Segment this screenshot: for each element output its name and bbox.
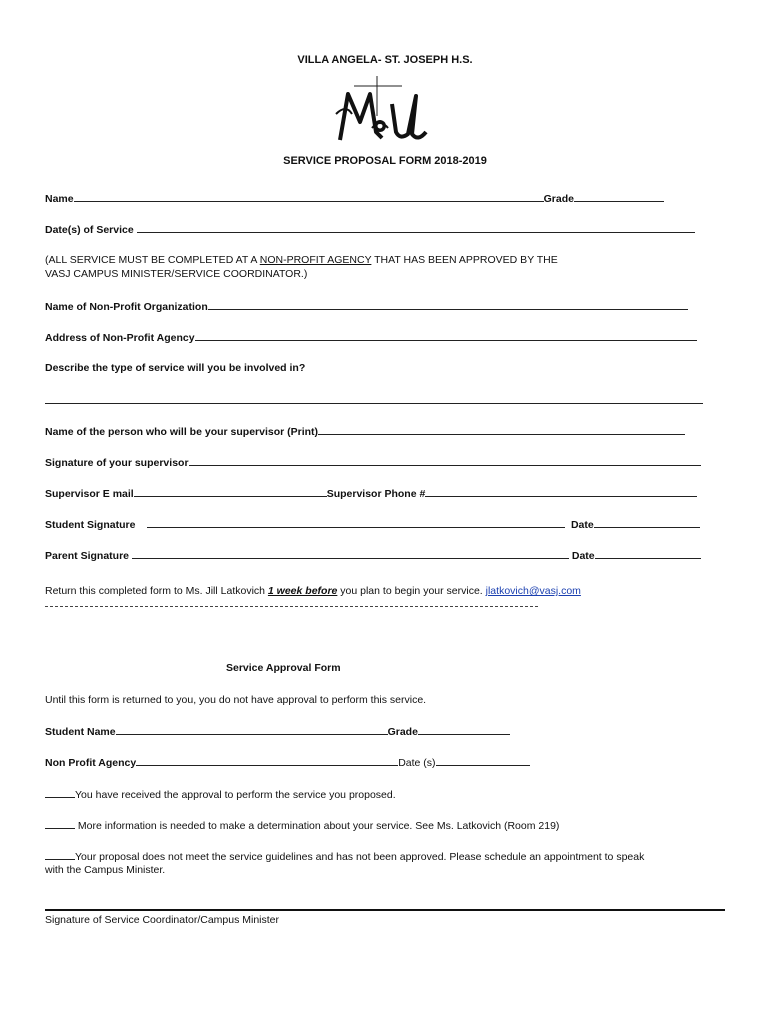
- approval-intro: Until this form is returned to you, you do not have approval to perform this service.: [45, 694, 427, 706]
- notice-text: THAT HAS BEEN APPROVED BY THE: [371, 254, 558, 266]
- supervisor-signature-field[interactable]: [45, 456, 701, 470]
- approval-title: Service Approval Form: [226, 662, 341, 674]
- approval-option-denied[interactable]: [45, 850, 644, 864]
- return-text: Return this completed form to Ms. Jill Latkovich: [45, 585, 268, 597]
- option-denied-text-line2: with the Campus Minister.: [45, 864, 166, 876]
- option-approved-text: You have received the approval to perform the service you proposed.: [75, 789, 396, 801]
- cut-line-divider: [45, 606, 538, 607]
- supervisor-signature-label: Signature of your supervisor: [45, 457, 189, 469]
- parent-date-label: Date: [571, 550, 595, 562]
- option-denied-text: Your proposal does not meet the service guidelines and has not been approved. Please schedule an appointment to speak: [75, 851, 645, 863]
- return-instructions: [45, 585, 581, 598]
- supervisor-contact-field[interactable]: [45, 487, 697, 501]
- deadline-emphasis: 1 week before: [267, 585, 338, 597]
- supervisor-email-label: Supervisor E mail: [45, 488, 134, 500]
- student-date-label: Date: [570, 519, 594, 531]
- approval-option-more-info[interactable]: [45, 819, 559, 833]
- dates-of-service-field[interactable]: [45, 223, 695, 237]
- approval-option-approved[interactable]: [45, 788, 396, 802]
- student-signature-field[interactable]: [45, 518, 700, 532]
- parent-signature-label: Parent Signature: [45, 550, 130, 562]
- supervisor-phone-label: Supervisor Phone #: [326, 488, 426, 500]
- address-field[interactable]: [45, 331, 697, 345]
- school-name: VILLA ANGELA- ST. JOSEPH H.S.: [297, 54, 473, 66]
- approval-grade-label: Grade: [387, 726, 418, 738]
- dates-label: Date(s) of Service: [45, 224, 134, 236]
- notice-line-2: VASJ CAMPUS MINISTER/SERVICE COORDINATOR.): [45, 268, 308, 280]
- school-logo: [332, 74, 438, 146]
- organization-field[interactable]: [45, 300, 688, 314]
- notice-text: (ALL SERVICE MUST BE COMPLETED AT A: [45, 254, 260, 266]
- notice-line-1: [45, 254, 558, 267]
- approval-date-label: Date (s): [398, 757, 436, 769]
- approval-agency-label: Non Profit Agency: [45, 757, 137, 769]
- approval-student-label: Student Name: [45, 726, 116, 738]
- non-profit-agency-text: NON-PROFIT AGENCY: [259, 254, 372, 266]
- form-title: SERVICE PROPOSAL FORM 2018-2019: [283, 155, 487, 167]
- describe-service-field[interactable]: [45, 394, 703, 408]
- coordinator-signature-line[interactable]: [45, 909, 725, 911]
- return-text: you plan to begin your service.: [337, 585, 486, 597]
- approval-agency-field[interactable]: [45, 756, 530, 770]
- email-link[interactable]: jlatkovich@vasj.com: [485, 585, 581, 597]
- coordinator-signature-label: Signature of Service Coordinator/Campus Minister: [45, 914, 280, 926]
- supervisor-name-label: Name of the person who will be your supervisor (Print): [45, 426, 319, 438]
- name-field[interactable]: [45, 192, 664, 206]
- describe-service-label: Describe the type of service will you be involved in?: [45, 362, 306, 374]
- parent-signature-field[interactable]: [45, 549, 701, 563]
- approval-student-field[interactable]: [45, 725, 510, 739]
- organization-label: Name of Non-Profit Organization: [45, 301, 208, 313]
- supervisor-name-field[interactable]: [45, 425, 685, 439]
- option-more-info-text: More information is needed to make a determination about your service. See Ms. Latkovich (Room 219): [75, 820, 560, 832]
- student-signature-label: Student Signature: [45, 519, 136, 531]
- address-label: Address of Non-Profit Agency: [45, 332, 195, 344]
- grade-label: Grade: [543, 193, 574, 205]
- name-label: Name: [45, 193, 74, 205]
